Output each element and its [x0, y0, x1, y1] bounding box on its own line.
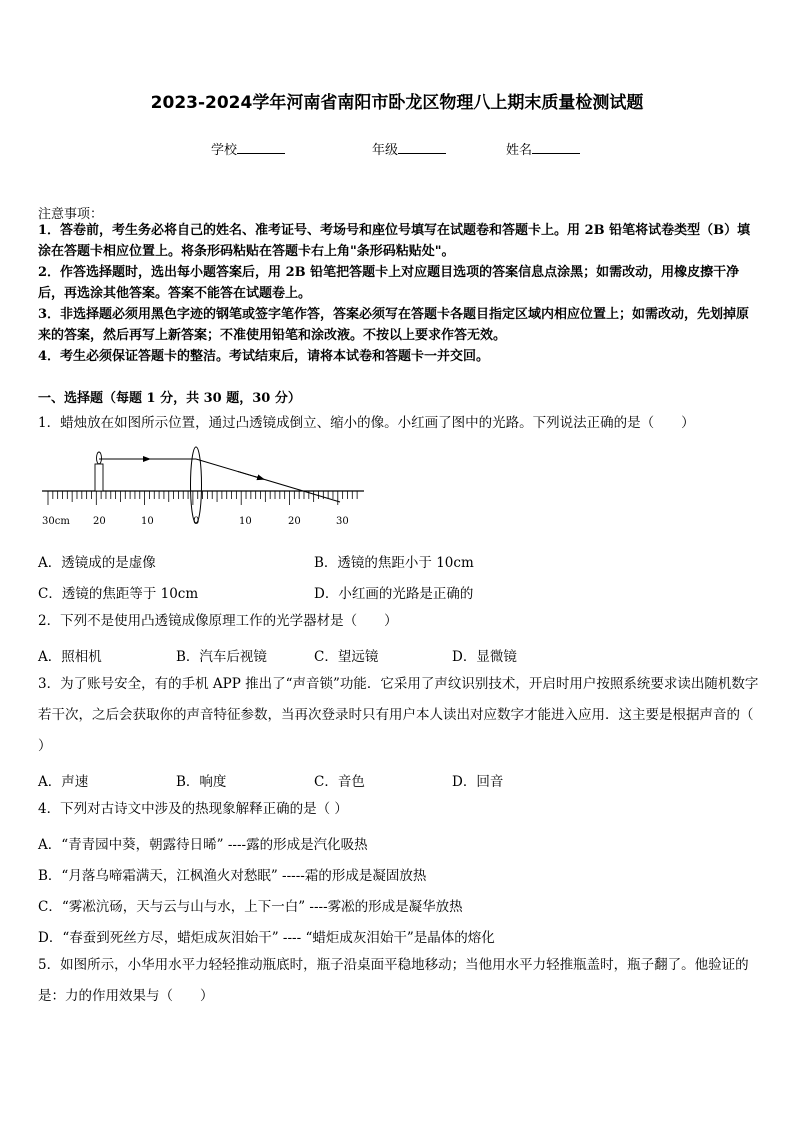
school-field: [211, 139, 285, 158]
q3-option-a: A．声速: [38, 774, 89, 790]
grade-blank: [398, 141, 446, 154]
notice-item-2: 2．作答选择题时，选出每小题答案后，用 2B 铅笔把答题卡上对应题目选项的答案信息点涂黑；如需改动，用橡皮擦干净后，再选涂其他答案。答案不能答在试题卷上。: [38, 265, 740, 301]
name-label: 姓名: [506, 143, 533, 158]
q2-option-b: B．汽车后视镜: [176, 649, 267, 665]
light-ray-refracted: [196, 459, 340, 502]
ruler-label-10-right: 10: [239, 516, 252, 527]
q1-option-a: A．透镜成的是虚像: [38, 555, 156, 571]
notice-heading: 注意事项：: [38, 207, 104, 222]
notice-item-3: 3．非选择题必须用黑色字迹的钢笔或签字笔作答，答案必须写在答题卡各题目指定区域内相应位置上；如需改动，先划掉原来的答案，然后再写上新答案；不准使用铅笔和涂改液。不按以上要求作答无效。: [38, 307, 750, 343]
q1-option-b: B．透镜的焦距小于 10cm: [314, 555, 474, 571]
notice-item-4: 4．考生必须保证答题卡的整洁。考试结束后，请将本试卷和答题卡一并交回。: [38, 349, 490, 364]
ruler-label-20-left: 20: [93, 516, 106, 527]
name-blank: [532, 141, 580, 154]
ruler-label-0: 0: [193, 516, 200, 527]
question-2-stem: 2．下列不是使用凸透镜成像原理工作的光学器材是（ ）: [38, 613, 398, 629]
lens-ruler-diagram: [38, 440, 373, 532]
ruler-label-10-left: 10: [141, 516, 154, 527]
q4-option-d: D．“春蚕到死丝方尽，蜡炬成灰泪始干” ---- “蜡炬成灰泪始干”是晶体的熔化: [38, 930, 495, 946]
q2-option-a: A．照相机: [38, 649, 102, 665]
q3-option-d: D．回音: [452, 774, 504, 790]
grade-label: 年级: [372, 143, 399, 158]
q1-option-d: D．小红画的光路是正确的: [314, 586, 474, 602]
ruler-label-30cm: 30cm: [42, 516, 70, 527]
notice-item-1: 1．答卷前，考生务必将自己的姓名、准考证号、考场号和座位号填写在试题卷和答题卡上。用 2B 铅笔将试卷类型（B）填涂在答题卡相应位置上。将条形码粘贴在答题卡右上角"条形码粘贴处"。: [38, 223, 751, 259]
q3-option-c: C．音色: [314, 774, 365, 790]
q4-option-b: B．“月落乌啼霜满天，江枫渔火对愁眠” -----霜的形成是凝固放热: [38, 868, 427, 884]
candle-icon: [95, 452, 103, 491]
ray-arrow-2: [238, 472, 264, 480]
school-label: 学校: [211, 143, 238, 158]
grade-field: [372, 139, 446, 158]
question-1-stem: 1．蜡烛放在如图所示位置，通过凸透镜成倒立、缩小的像。小红画了图中的光路。下列说法正确的是（ ）: [38, 415, 695, 431]
q2-option-c: C．望远镜: [314, 649, 379, 665]
q2-option-d: D．显微镜: [452, 649, 517, 665]
q4-option-a: A．“青青园中葵，朝露待日晞” ----露的形成是汽化吸热: [38, 837, 368, 853]
ruler-label-20-right: 20: [288, 516, 301, 527]
section-heading: 一、选择题（每题 1 分，共 30 题，30 分）: [38, 391, 301, 406]
question-4-stem: 4．下列对古诗文中涉及的热现象解释正确的是（ ）: [38, 801, 348, 817]
q3-option-b: B．响度: [176, 774, 227, 790]
page-title: 2023-2024学年河南省南阳市卧龙区物理八上期末质量检测试题: [150, 93, 644, 113]
question-5-stem: 5．如图所示，小华用水平力轻轻推动瓶底时，瓶子沿桌面平稳地移动；当他用水平力轻推瓶盖时，瓶子翻了。他验证的是：力的作用效果与（ ）: [38, 957, 749, 1004]
school-blank: [237, 141, 285, 154]
question-3-stem: 3．为了账号安全，有的手机 APP 推出了“声音锁”功能．它采用了声纹识别技术，开启时用户按照系统要求读出随机数字若干次，之后会获取你的声音特征参数，当再次登录时只有用户本人读出对应数字才能进入应用．这主要是根据声音的（ ）: [38, 676, 759, 754]
ruler-label-30-right: 30: [336, 516, 349, 527]
q1-option-c: C．透镜的焦距等于 10cm: [38, 586, 199, 602]
q4-option-c: C．“雾凇沆砀，天与云与山与水，上下一白” ----雾凇的形成是凝华放热: [38, 899, 463, 915]
name-field: [506, 139, 580, 158]
convex-lens-icon: [191, 447, 202, 523]
